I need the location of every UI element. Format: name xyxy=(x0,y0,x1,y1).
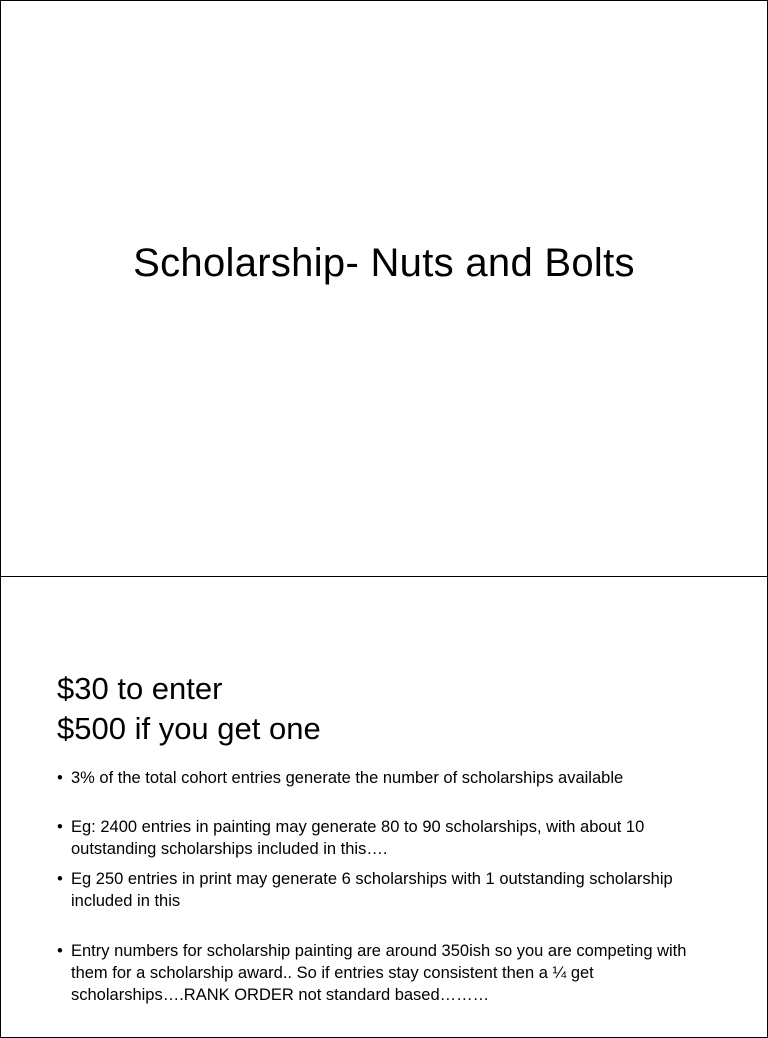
slide-content xyxy=(0,576,768,1038)
heading-line-award: $500 if you get one xyxy=(57,711,321,746)
bullet-icon: • xyxy=(57,818,63,836)
bullet-item xyxy=(57,940,717,1006)
bullet-item xyxy=(57,868,717,912)
bullet-icon: • xyxy=(57,942,63,960)
heading-line-entry-fee: $30 to enter xyxy=(57,671,223,706)
bullet-list xyxy=(57,765,717,1006)
bullet-text: Eg 250 entries in print may generate 6 scholarships with 1 outstanding scholarship included in this xyxy=(71,870,673,910)
bullet-item xyxy=(57,767,717,789)
bullet-icon: • xyxy=(57,769,63,787)
bullet-text: Entry numbers for scholarship painting are around 350ish so you are competing with them for a scholarship award.. So if entries stay consistent then a ¼ get scholarships….RANK ORDER not standard based……… xyxy=(71,942,687,1004)
slide-heading xyxy=(57,669,321,749)
bullet-icon: • xyxy=(57,870,63,888)
slide-title-text: Scholarship- Nuts and Bolts xyxy=(133,241,635,285)
bullet-text: 3% of the total cohort entries generate the number of scholarships available xyxy=(71,769,624,787)
bullet-item xyxy=(57,816,717,860)
bullet-text: Eg: 2400 entries in painting may generate 80 to 90 scholarships, with about 10 outstanding scholarships included in this…. xyxy=(71,818,645,858)
